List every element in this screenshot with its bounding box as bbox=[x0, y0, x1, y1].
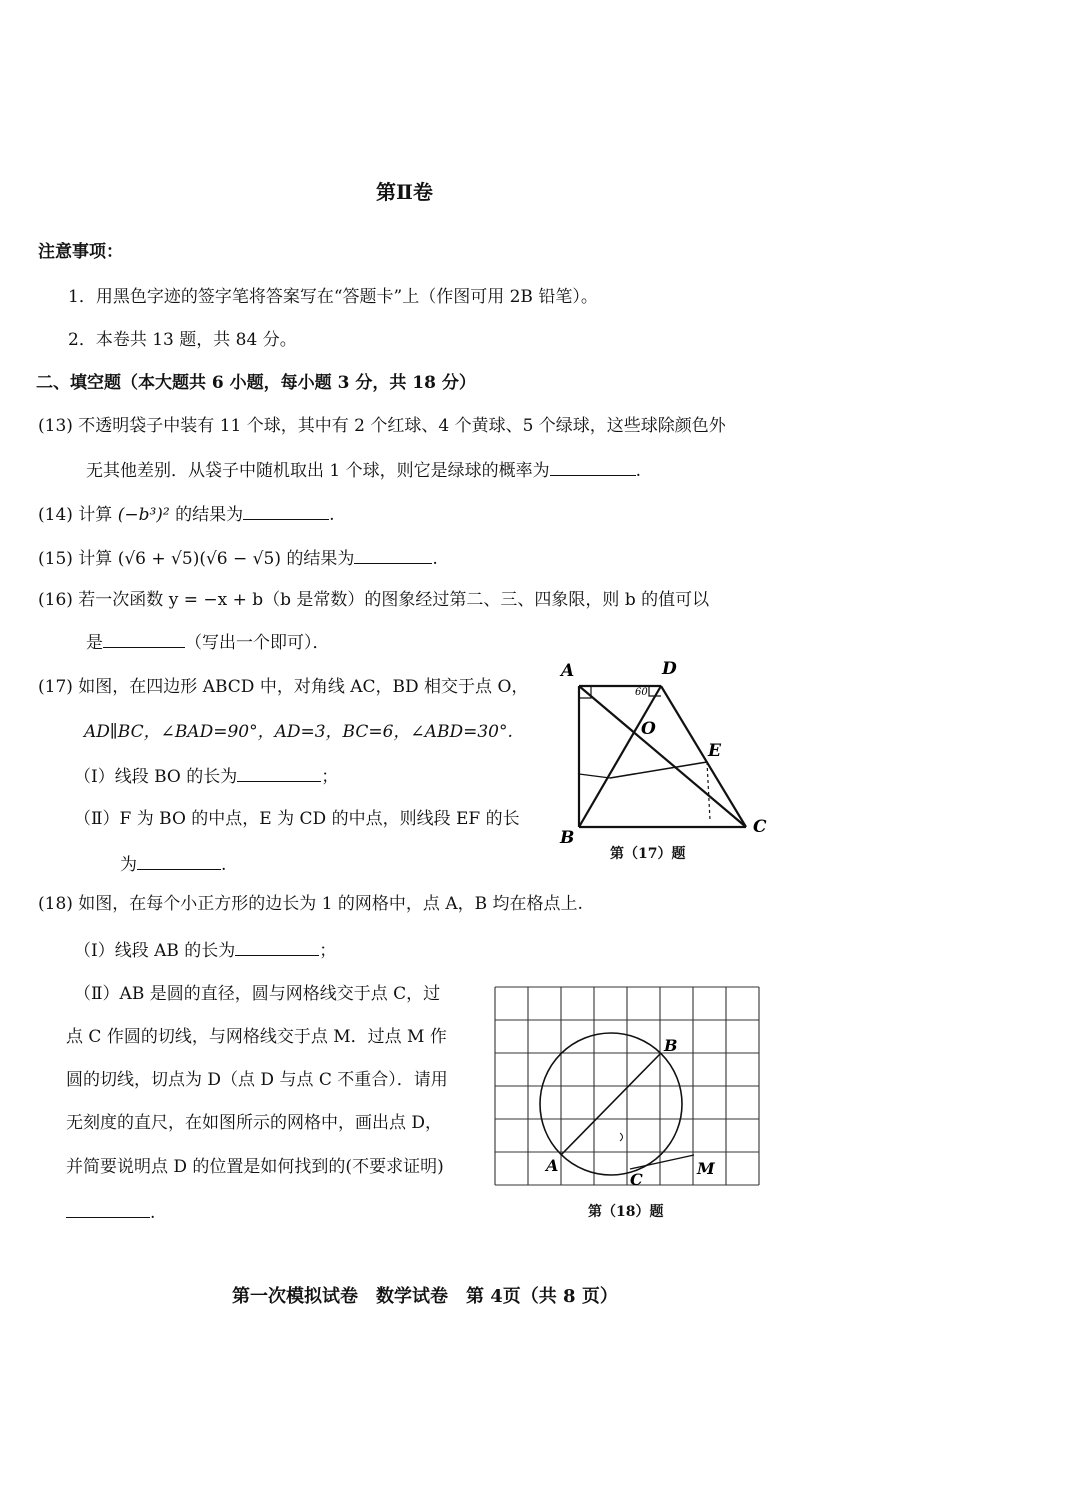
q16-line2-pre: 是 bbox=[86, 633, 103, 653]
q17-part1-text: （Ⅰ）线段 BO 的长为 bbox=[74, 767, 238, 787]
q15-end: . bbox=[432, 549, 438, 569]
q18-part2-line3: 圆的切线，切点为 D（点 D 与点 C 不重合）．请用 bbox=[66, 1070, 448, 1090]
q18-part1 bbox=[74, 939, 336, 962]
q18-part2-end-line bbox=[66, 1201, 155, 1224]
q14-end: . bbox=[329, 505, 335, 525]
q16-line2-post: （写出一个即可）． bbox=[185, 633, 330, 653]
fig17-label-a: A bbox=[561, 661, 575, 681]
q14-line bbox=[38, 503, 335, 526]
q18-part2-line1: （Ⅱ）AB 是圆的直径，圆与网格线交于点 C，过 bbox=[74, 984, 441, 1004]
q14-post: 的结果为 bbox=[169, 505, 244, 525]
q17-part2-blank bbox=[137, 853, 221, 870]
fig18-label-b: B bbox=[664, 1036, 678, 1055]
page-footer: 第一次模拟试卷 数学试卷 第 4页（共 8 页） bbox=[232, 1286, 618, 1307]
q18-part2-line2: 点 C 作圆的切线，与网格线交于点 M．过点 M 作 bbox=[66, 1027, 447, 1047]
q18-part1-end: ； bbox=[319, 941, 337, 961]
fig17-label-b: B bbox=[560, 828, 575, 848]
q17-part1-end: ； bbox=[321, 767, 339, 787]
fig18-grid bbox=[495, 987, 759, 1185]
fig17-diagonal-bd bbox=[579, 686, 661, 827]
q14-expression: (−b³)² bbox=[117, 505, 170, 525]
fig17-pencil-mark bbox=[579, 774, 610, 778]
fig18-label-c: C bbox=[630, 1170, 643, 1189]
q18-part1-blank bbox=[235, 939, 319, 956]
section-heading: 二、填空题（本大题共 6 小题，每小题 3 分，共 18 分） bbox=[36, 373, 476, 393]
figure-18-caption: 第（18）题 bbox=[588, 1204, 664, 1220]
q16-answer-blank bbox=[103, 631, 185, 648]
q18-part2-end: . bbox=[150, 1203, 156, 1223]
fig17-label-e: E bbox=[708, 741, 721, 761]
fig18-diameter-ab bbox=[561, 1053, 661, 1155]
q18-part2-line5: 并简要说明点 D 的位置是如何找到的(不要求证明) bbox=[66, 1157, 444, 1177]
q17-line2: AD∥BC，∠BAD=90°，AD=3，BC=6，∠ABD=30°. bbox=[84, 722, 513, 742]
fig17-angle-note: 60 bbox=[635, 687, 648, 698]
q15-line bbox=[38, 547, 438, 570]
fig17-label-d: D bbox=[662, 659, 677, 679]
q17-part2-cont bbox=[120, 853, 226, 876]
q16-line2 bbox=[86, 631, 330, 654]
q15-answer-blank bbox=[354, 547, 432, 564]
fig18-pencil-mark bbox=[620, 1133, 623, 1141]
q13-line2-text: 无其他差别．从袋子中随机取出 1 个球，则它是绿球的概率为 bbox=[86, 461, 550, 481]
q13-line1: (13) 不透明袋子中装有 11 个球，其中有 2 个红球、4 个黄球、5 个绿球，这些球除颜色外 bbox=[38, 416, 726, 436]
fig18-label-m: M bbox=[697, 1159, 715, 1178]
figure-17 bbox=[550, 650, 780, 870]
q17-part1-blank bbox=[237, 765, 321, 782]
q18-part2-blank bbox=[66, 1201, 150, 1218]
q15-expression: (√6 + √5)(√6 − √5) bbox=[117, 549, 281, 569]
q17-part2-cont-text: 为 bbox=[120, 855, 137, 875]
q15-post: 的结果为 bbox=[280, 549, 355, 569]
notes-item-2: 2．本卷共 13 题，共 84 分。 bbox=[68, 330, 297, 350]
q13-answer-blank bbox=[550, 459, 636, 476]
q18-line1: (18) 如图，在每个小正方形的边长为 1 的网格中，点 A，B 均在格点上. bbox=[38, 894, 583, 914]
notes-heading: 注意事项： bbox=[38, 242, 123, 262]
q16-line1: (16) 若一次函数 y = −x + b（b 是常数）的图象经过第二、三、四象限，则 b 的值可以 bbox=[38, 590, 710, 610]
fig17-label-c: C bbox=[753, 817, 767, 837]
q13-end: . bbox=[635, 461, 642, 481]
q15-pre: (15) 计算 bbox=[38, 549, 118, 569]
fig17-aux-line bbox=[707, 762, 710, 820]
page-title: 第Ⅱ卷 bbox=[376, 180, 433, 204]
fig17-side-dc bbox=[661, 686, 746, 827]
q13-line2 bbox=[86, 459, 641, 482]
fig18-label-a: A bbox=[546, 1156, 559, 1175]
figure-17-caption: 第（17）题 bbox=[610, 846, 686, 862]
q18-part2-line4: 无刻度的直尺，在如图所示的网格中，画出点 D， bbox=[66, 1113, 443, 1133]
figure-18 bbox=[480, 975, 780, 1200]
fig18-tangent-cm bbox=[630, 1155, 694, 1169]
q17-part2: （Ⅱ）F 为 BO 的中点，E 为 CD 的中点，则线段 EF 的长 bbox=[74, 809, 520, 829]
q17-line1: (17) 如图，在四边形 ABCD 中，对角线 AC，BD 相交于点 O， bbox=[38, 677, 529, 697]
q14-answer-blank bbox=[243, 503, 329, 520]
q17-part1 bbox=[74, 765, 338, 788]
q17-part2-end: . bbox=[221, 855, 227, 875]
q14-pre: (14) 计算 bbox=[38, 505, 118, 525]
fig17-segment-ef bbox=[610, 762, 707, 778]
fig17-label-o: O bbox=[641, 719, 656, 739]
notes-item-1: 1．用黑色字迹的签字笔将答案写在“答题卡”上（作图可用 2B 铅笔）。 bbox=[68, 287, 598, 307]
q18-part1-text: （Ⅰ）线段 AB 的长为 bbox=[74, 941, 236, 961]
